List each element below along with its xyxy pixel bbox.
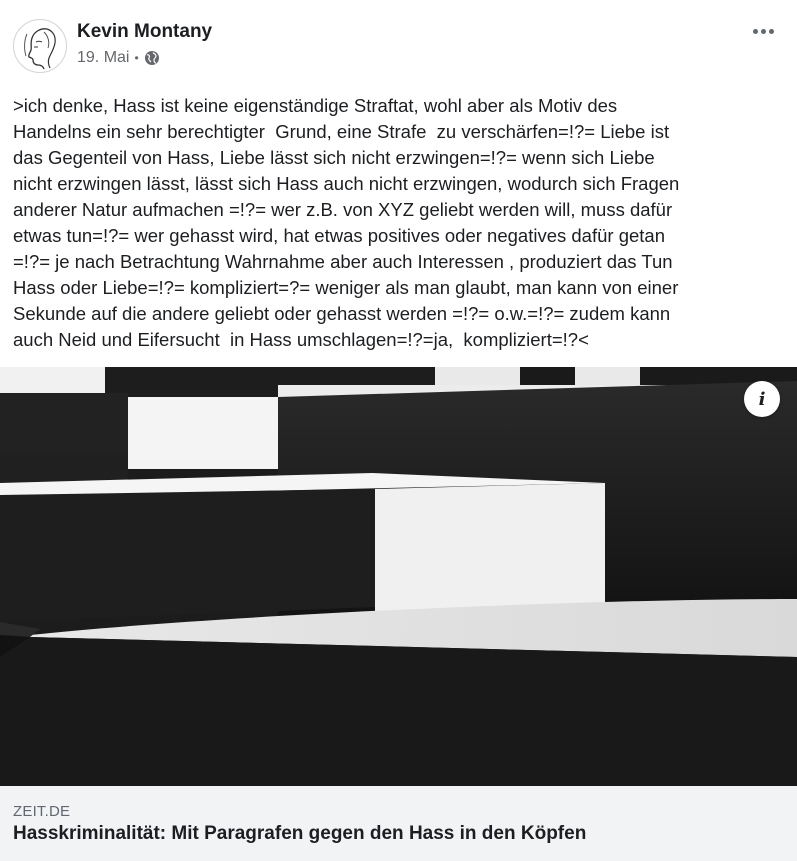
- memorial-photo: [0, 367, 797, 786]
- meta-separator: •: [134, 51, 139, 65]
- link-preview-image[interactable]: [0, 367, 797, 786]
- link-title[interactable]: Hasskriminalität: Mit Paragrafen gegen den Hass in den Köpfen: [13, 823, 587, 844]
- post-text: >ich denke, Hass ist keine eigenständige Straftat, wohl aber als Motiv des Handelns ein sehr berechtigter Grund, eine Strafe zu verschärfen=!?= Liebe ist das Gegenteil von Hass, Liebe lässt sich nicht erzwingen=!?= wenn sich Liebe nicht erzwingen lässt, lässt sich Hass auch nicht erzwingen, wodurch sich Fragen anderer Natur aufmachen =!?= wer z.B. von XYZ geliebt werden will, muss dafür etwas tun=!?= wer gehasst wird, hat etwas positives oder negatives dafür getan =!?= je nach Betrachtung Wahrnahme aber auch Interessen , produziert das Tun Hass oder Liebe=!?= kompliziert=?= weniger als man glaubt, man kann von einer Sekunde auf die andere geliebt oder gehasst werden =!?= o.w.=!?= zudem kann auch Neid und Eifersucht in Hass umschlagen=!?=ja, kompliziert=!?<: [13, 95, 680, 350]
- link-preview-card[interactable]: [0, 786, 797, 861]
- post-date[interactable]: 19. Mai: [77, 49, 130, 66]
- post-header: [0, 0, 797, 90]
- globe-icon[interactable]: [144, 50, 160, 66]
- post-meta: [77, 49, 160, 67]
- avatar[interactable]: [13, 19, 67, 73]
- author-name[interactable]: Kevin Montany: [77, 21, 213, 42]
- info-icon[interactable]: i: [744, 381, 780, 417]
- link-domain: ZEIT.DE: [13, 803, 71, 820]
- more-options-icon[interactable]: [748, 22, 778, 40]
